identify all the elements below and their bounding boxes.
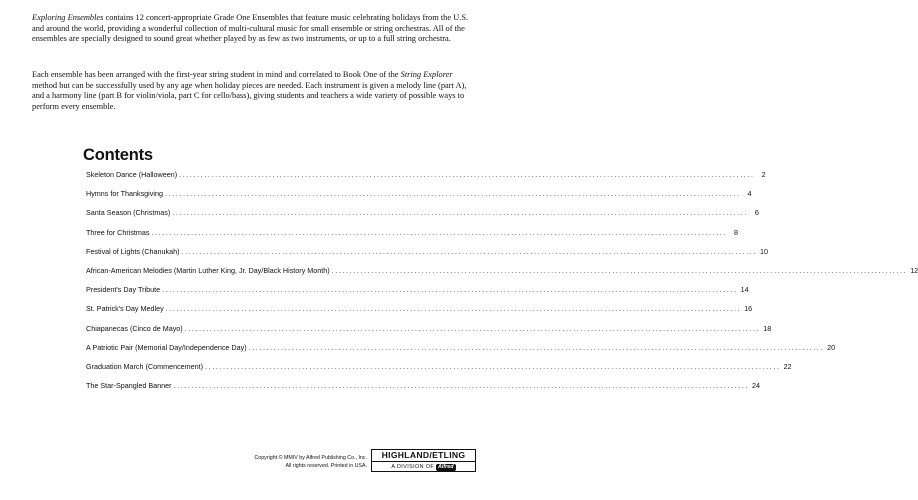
intro-book-title: Exploring Ensembles <box>32 13 104 22</box>
toc-entry <box>86 361 792 381</box>
publisher-logo-name: HIGHLAND/ETLING <box>372 450 475 462</box>
toc-entry-page-number: 18 <box>763 323 772 333</box>
toc-entry <box>86 304 753 323</box>
toc-entry-title: St. Patrick's Day Medley <box>86 304 164 314</box>
toc-entry-page-number: 22 <box>783 361 792 371</box>
toc-entry <box>86 208 759 227</box>
toc-entry <box>86 323 772 343</box>
toc-entry-page-number: 14 <box>740 285 749 295</box>
contents-heading: Contents <box>83 146 153 164</box>
intro-paragraph-1 <box>32 13 472 45</box>
alfred-brand-mark: Alfred <box>437 464 454 470</box>
publisher-logo-division <box>372 462 475 472</box>
toc-entry <box>86 265 918 285</box>
intro-paragraph-2-text-a: Each ensemble has been arranged with the first-year string student in mind and correlated to Book One of the <box>32 70 401 79</box>
publisher-logo-division-text: A DIVISION OF <box>391 464 435 470</box>
toc-entry-page-number: 8 <box>734 227 739 237</box>
toc-entry-page-number: 2 <box>761 170 766 179</box>
toc-entry <box>86 342 836 362</box>
table-of-contents <box>86 170 918 400</box>
dot-leader: ................................................................................................................................................................ <box>172 208 748 218</box>
toc-entry-title: African-American Melodies (Martin Luther King, Jr. Day/Black History Month) <box>86 265 330 275</box>
toc-entry-title: Chiapanecas (Cinco de Mayo) <box>86 323 183 333</box>
toc-entry-title: The Star-Spangled Banner <box>86 381 172 391</box>
toc-entry-page-number: 12 <box>910 265 918 275</box>
toc-entry <box>86 227 739 247</box>
dot-leader: ................................................................................................................................................................ <box>173 381 750 391</box>
toc-entry-page-number: 6 <box>754 208 759 218</box>
toc-entry-title: Hymns for Thanksgiving <box>86 189 163 199</box>
dot-leader: ................................................................................................................................................................ <box>205 361 781 371</box>
toc-entry <box>86 381 761 400</box>
dot-leader: ................................................................................................................................................................ <box>181 246 757 256</box>
dot-leader: ................................................................................................................................................................ <box>164 189 741 199</box>
dot-leader: ................................................................................................................................................................ <box>331 265 908 275</box>
toc-entry-title: Santa Season (Christmas) <box>86 208 171 218</box>
dot-leader: ................................................................................................................................................................ <box>165 304 742 314</box>
copyright-line-2: All rights reserved. Printed in USA. <box>285 462 367 469</box>
toc-entry-title: President's Day Tribute <box>86 285 161 295</box>
toc-entry-page-number: 10 <box>760 246 768 256</box>
toc-entry-title: Graduation March (Commencement) <box>86 361 204 371</box>
toc-entry <box>86 189 752 208</box>
copyright-notice <box>214 455 367 470</box>
intro-method-title: String Explorer <box>400 70 453 79</box>
toc-entry-title: Skeleton Dance (Halloween) <box>86 170 178 179</box>
intro-paragraph-2 <box>32 70 472 112</box>
intro-paragraph-2-text-b: method but can be successfully used by any age when holiday pieces are needed. Each instrument is given a melody line (part A), and a harmony line (part B for violin/viola, part C for cello/bass), giving students and teachers a wide variety of possible ways to perform every ensemble. <box>32 80 467 111</box>
toc-entry-page-number: 20 <box>827 342 836 352</box>
toc-entry <box>86 285 749 304</box>
publisher-logo <box>371 449 476 472</box>
toc-entry-title: A Patriotic Pair (Memorial Day/Independence Day) <box>86 342 247 352</box>
dot-leader: ................................................................................................................................................................ <box>184 323 761 333</box>
toc-entry-page-number: 16 <box>744 304 753 314</box>
dot-leader: ................................................................................................................................................................ <box>162 285 738 295</box>
toc-entry <box>86 170 766 189</box>
dot-leader: ................................................................................................................................................................ <box>151 227 728 237</box>
toc-entry-page-number: 24 <box>752 381 761 391</box>
intro-paragraph-1-text: contains 12 concert-appropriate Grade One Ensembles that feature music celebrating holidays from the U.S. and around the world, providing a wonderful collection of multi-cultural music for small ensemble or string orchestras. All of the ensembles are specially designed to sound great whether played by as few as two instruments, or up to a full string orchestra. <box>32 13 469 44</box>
toc-entry-page-number: 4 <box>747 189 752 199</box>
dot-leader: ................................................................................................................................................................ <box>248 342 825 352</box>
toc-entry-title: Three for Christmas <box>86 227 150 237</box>
toc-entry <box>86 246 768 266</box>
toc-entry-title: Festival of Lights (Chanukah) <box>86 246 180 256</box>
copyright-line-1: Copyright © MMIV by Alfred Publishing Co., Inc. <box>254 455 367 461</box>
dot-leader: ................................................................................................................................................................ <box>179 170 755 179</box>
